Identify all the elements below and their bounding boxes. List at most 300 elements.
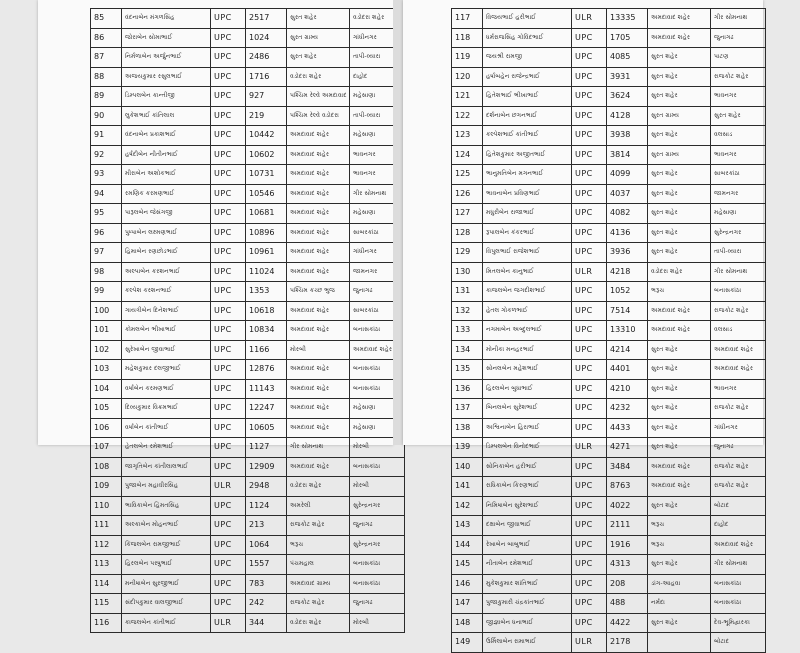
employee-id: 1124 — [246, 496, 287, 516]
left-page — [38, 0, 393, 627]
roster-table-right — [451, 8, 766, 653]
home-district: અમદાવાદ શહેર — [711, 360, 766, 380]
home-district: વલસાડ — [711, 321, 766, 341]
row-number: 114 — [91, 574, 122, 594]
employee-name: નીતાબેન રમેશભાઈ — [483, 555, 572, 575]
category-code: ULR — [572, 262, 607, 282]
row-number: 130 — [452, 262, 483, 282]
employee-id: 2486 — [246, 48, 287, 68]
current-posting: સુરત ગ્રામ્ય — [648, 145, 711, 165]
employee-name: વિપુલભાઈ રાજેશભાઈ — [483, 243, 572, 263]
current-posting: સુરત શહેર — [648, 496, 711, 516]
home-district: રાજકોટ શહેર — [711, 477, 766, 497]
current-posting: વડોદરા શહેર — [648, 262, 711, 282]
employee-id: 344 — [246, 613, 287, 633]
employee-id: 2517 — [246, 9, 287, 29]
row-number: 146 — [452, 574, 483, 594]
category-code: UPC — [211, 184, 246, 204]
current-posting: સુરત શહેર — [648, 243, 711, 263]
home-district: બનાસકાંઠા — [350, 379, 405, 399]
table-row — [452, 126, 766, 146]
category-code: UPC — [572, 204, 607, 224]
employee-id: 3931 — [607, 67, 648, 87]
table-row — [452, 633, 766, 653]
category-code: UPC — [572, 126, 607, 146]
table-row — [91, 184, 405, 204]
home-district: બનાસકાંઠા — [350, 457, 405, 477]
category-code: UPC — [211, 535, 246, 555]
row-number: 104 — [91, 379, 122, 399]
current-posting: અમદાવાદ શહેર — [287, 145, 350, 165]
employee-name: વર્ષાબેન કાંતીભાઈ — [122, 418, 211, 438]
current-posting: ભરૂચ — [648, 535, 711, 555]
category-code: UPC — [572, 243, 607, 263]
employee-name: ભાનુમતિબેન મગનભાઈ — [483, 165, 572, 185]
employee-id: 4037 — [607, 184, 648, 204]
row-number: 111 — [91, 516, 122, 536]
category-code: UPC — [211, 106, 246, 126]
category-code: UPC — [211, 438, 246, 458]
employee-id: 3484 — [607, 457, 648, 477]
current-posting: સુરત શહેર — [648, 204, 711, 224]
employee-id: 1716 — [246, 67, 287, 87]
category-code: ULR — [211, 477, 246, 497]
row-number: 120 — [452, 67, 483, 87]
row-number: 115 — [91, 594, 122, 614]
employee-id: 10834 — [246, 321, 287, 341]
current-posting: રાજકોટ શહેર — [287, 516, 350, 536]
home-district: રાજકોટ શહેર — [711, 457, 766, 477]
home-district: અમદાવાદ શહેર — [711, 340, 766, 360]
employee-name: બિનલબેન સુરેશભાઈ — [483, 399, 572, 419]
home-district: તાપી-વ્યારા — [350, 48, 405, 68]
employee-name: ગાયત્રીબેન દિનેશભાઈ — [122, 301, 211, 321]
employee-name: હેતલ ગોકળભાઈ — [483, 301, 572, 321]
roster-table-left — [90, 8, 405, 633]
home-district: જુનાગઢ — [350, 516, 405, 536]
row-number: 93 — [91, 165, 122, 185]
table-row — [91, 418, 405, 438]
table-row — [452, 28, 766, 48]
table-row — [91, 516, 405, 536]
employee-id: 4210 — [607, 379, 648, 399]
category-code: UPC — [211, 262, 246, 282]
row-number: 96 — [91, 223, 122, 243]
row-number: 135 — [452, 360, 483, 380]
category-code: UPC — [572, 340, 607, 360]
row-number: 94 — [91, 184, 122, 204]
employee-id: 783 — [246, 574, 287, 594]
employee-id: 4128 — [607, 106, 648, 126]
employee-name: હેતલબેન રમેશભાઈ — [122, 438, 211, 458]
employee-name: હર્ષાબહેન રાજેન્દ્રભાઈ — [483, 67, 572, 87]
current-posting: સુરત શહેર — [648, 165, 711, 185]
category-code: UPC — [211, 145, 246, 165]
current-posting: સુરત શહેર — [648, 360, 711, 380]
employee-id: 242 — [246, 594, 287, 614]
table-row — [91, 9, 405, 29]
category-code: UPC — [572, 516, 607, 536]
employee-name: કલ્પેશ કરશનભાઈ — [122, 282, 211, 302]
current-posting: સુરત શહેર — [287, 48, 350, 68]
table-row — [452, 535, 766, 555]
category-code: UPC — [572, 535, 607, 555]
employee-name: સુરેખાબેન જીવાભાઈ — [122, 340, 211, 360]
table-row — [452, 204, 766, 224]
employee-id: 1127 — [246, 438, 287, 458]
home-district: દેવ-ભૂમિદ્વારકા — [711, 613, 766, 633]
home-district: રાજકોટ શહેર — [711, 67, 766, 87]
category-code: UPC — [211, 223, 246, 243]
row-number: 89 — [91, 87, 122, 107]
category-code: UPC — [211, 48, 246, 68]
row-number: 122 — [452, 106, 483, 126]
home-district: મહેસાણા — [350, 204, 405, 224]
employee-name: ઉર્મિલાબેન રામાભાઈ — [483, 633, 572, 653]
employee-id: 4214 — [607, 340, 648, 360]
current-posting: ડાંગ-આહવા — [648, 574, 711, 594]
employee-id: 1916 — [607, 535, 648, 555]
row-number: 126 — [452, 184, 483, 204]
home-district: ગાંધીનગર — [350, 243, 405, 263]
employee-name: વર્ષાબેન કરમણભાઈ — [122, 379, 211, 399]
row-number: 105 — [91, 399, 122, 419]
row-number: 141 — [452, 477, 483, 497]
category-code: UPC — [211, 9, 246, 29]
category-code: UPC — [572, 165, 607, 185]
row-number: 86 — [91, 28, 122, 48]
table-row — [452, 223, 766, 243]
employee-name: અલ્પાબેન કરશનભાઈ — [122, 262, 211, 282]
employee-name: હિમાબેન રણછોડભાઈ — [122, 243, 211, 263]
category-code: ULR — [572, 438, 607, 458]
category-code: ULR — [572, 633, 607, 653]
employee-name: જયશ્રી રામજી — [483, 48, 572, 68]
current-posting: પશ્ચિમ રેલ્વે અમદાવાદ — [287, 87, 350, 107]
table-row — [452, 379, 766, 399]
category-code: UPC — [211, 516, 246, 536]
row-number: 144 — [452, 535, 483, 555]
home-district: બનાસકાંઠા — [711, 594, 766, 614]
employee-id: 1705 — [607, 28, 648, 48]
row-number: 108 — [91, 457, 122, 477]
table-row — [452, 399, 766, 419]
employee-id: 12247 — [246, 399, 287, 419]
home-district: જુનાગઢ — [350, 594, 405, 614]
employee-name: લુકેશભાઈ કાંતિલાલ — [122, 106, 211, 126]
category-code: UPC — [572, 574, 607, 594]
row-number: 139 — [452, 438, 483, 458]
home-district: બનાસકાંઠા — [350, 360, 405, 380]
table-row — [452, 243, 766, 263]
page-gutter — [393, 0, 403, 445]
table-row — [452, 48, 766, 68]
table-row — [452, 67, 766, 87]
employee-id: 4313 — [607, 555, 648, 575]
current-posting: સુરત શહેર — [648, 555, 711, 575]
category-code: UPC — [211, 360, 246, 380]
table-row — [91, 340, 405, 360]
employee-name: કલ્પેશભાઈ કાંતીભાઈ — [483, 126, 572, 146]
category-code: UPC — [572, 87, 607, 107]
row-number: 128 — [452, 223, 483, 243]
row-number: 136 — [452, 379, 483, 399]
row-number: 142 — [452, 496, 483, 516]
row-number: 97 — [91, 243, 122, 263]
employee-name: ડિમ્પલબેન કાન્તીજી — [122, 87, 211, 107]
home-district: સુરત શહેર — [711, 106, 766, 126]
home-district: રાજકોટ શહેર — [711, 399, 766, 419]
employee-id: 4271 — [607, 438, 648, 458]
row-number: 145 — [452, 555, 483, 575]
home-district: બનાસકાંઠા — [350, 555, 405, 575]
current-posting: અમદાવાદ શહેર — [287, 223, 350, 243]
home-district: ગીર સોમનાથ — [350, 184, 405, 204]
home-district: અમદાવાદ શહેર — [350, 340, 405, 360]
home-district: મહેસાણા — [350, 399, 405, 419]
current-posting: ભરૂચ — [648, 516, 711, 536]
home-district: ભાવનગર — [711, 145, 766, 165]
home-district: મોરબી — [350, 477, 405, 497]
category-code: UPC — [572, 184, 607, 204]
row-number: 137 — [452, 399, 483, 419]
current-posting: અમદાવાદ શહેર — [648, 321, 711, 341]
table-row — [452, 418, 766, 438]
employee-name: સોનલબેન મહેશભાઈ — [483, 360, 572, 380]
category-code: UPC — [572, 67, 607, 87]
table-row — [91, 223, 405, 243]
category-code: UPC — [572, 48, 607, 68]
category-code: UPC — [572, 106, 607, 126]
employee-name: અજયકુમાર રસુલભાઈ — [122, 67, 211, 87]
current-posting: અમરેલી — [287, 496, 350, 516]
category-code: UPC — [572, 613, 607, 633]
row-number: 143 — [452, 516, 483, 536]
current-posting: સુરત શહેર — [648, 379, 711, 399]
row-number: 109 — [91, 477, 122, 497]
table-row — [91, 67, 405, 87]
current-posting: પશ્ચિમ રેલ્વે વડોદરા — [287, 106, 350, 126]
current-posting: સુરત શહેર — [648, 48, 711, 68]
employee-name: મહેશકુમાર દલજીભાઈ — [122, 360, 211, 380]
employee-name: અલ્કાબેન મોહનભાઈ — [122, 516, 211, 536]
employee-name: હિતેશભાઈ ભીખાભાઈ — [483, 87, 572, 107]
employee-name: રાધિકાબેન કિરણભાઈ — [483, 477, 572, 497]
category-code: ULR — [211, 613, 246, 633]
employee-id: 11143 — [246, 379, 287, 399]
row-number: 88 — [91, 67, 122, 87]
row-number: 113 — [91, 555, 122, 575]
current-posting: સુરત શહેર — [287, 9, 350, 29]
home-district: જુનાગઢ — [350, 282, 405, 302]
current-posting: અમદાવાદ ગ્રામ્ય — [287, 574, 350, 594]
employee-name: મીરાબેન અશોકભાઈ — [122, 165, 211, 185]
table-row — [91, 535, 405, 555]
current-posting: સુરત શહેર — [648, 418, 711, 438]
current-posting: અમદાવાદ શહેર — [648, 28, 711, 48]
home-district: ભાવનગર — [711, 87, 766, 107]
row-number: 147 — [452, 594, 483, 614]
current-posting: અમદાવાદ શહેર — [648, 477, 711, 497]
table-row — [452, 477, 766, 497]
employee-name: સંદીપકુમાર વાલજીભાઈ — [122, 594, 211, 614]
current-posting: સુરત શહેર — [648, 438, 711, 458]
category-code: UPC — [211, 321, 246, 341]
employee-name: જીજ્ઞાબેન ધનાભાઈ — [483, 613, 572, 633]
employee-id: 4099 — [607, 165, 648, 185]
row-number: 106 — [91, 418, 122, 438]
current-posting: સુરત ગ્રામ્ય — [287, 28, 350, 48]
home-district: તાપી-વ્યારા — [350, 106, 405, 126]
table-row — [91, 282, 405, 302]
employee-id: 2111 — [607, 516, 648, 536]
table-row — [452, 282, 766, 302]
table-row — [91, 379, 405, 399]
current-posting: વડોદરા શહેર — [287, 67, 350, 87]
employee-id: 1166 — [246, 340, 287, 360]
employee-id: 8763 — [607, 477, 648, 497]
category-code: UPC — [572, 379, 607, 399]
home-district: સુરેન્દ્રનગર — [350, 496, 405, 516]
roster-table-left-body — [91, 9, 405, 633]
table-row — [91, 613, 405, 633]
row-number: 87 — [91, 48, 122, 68]
current-posting: ભરૂચ — [648, 282, 711, 302]
table-row — [91, 126, 405, 146]
category-code: UPC — [211, 282, 246, 302]
employee-name: રૂપાલબેન કંકરભાઈ — [483, 223, 572, 243]
employee-name: હિરલબેન બુધાભાઈ — [483, 379, 572, 399]
current-posting: સુરત ગ્રામ્ય — [648, 106, 711, 126]
row-number: 116 — [91, 613, 122, 633]
employee-name: વિજયભાઈ હરીભાઈ — [483, 9, 572, 29]
row-number: 129 — [452, 243, 483, 263]
home-district: સાબરકાંઠા — [350, 301, 405, 321]
employee-id: 11024 — [246, 262, 287, 282]
row-number: 107 — [91, 438, 122, 458]
current-posting: રાજકોટ શહેર — [287, 594, 350, 614]
home-district: મહેસાણા — [350, 126, 405, 146]
employee-name: નિમિષાબેન સુરેશભાઈ — [483, 496, 572, 516]
current-posting: અમદાવાદ શહેર — [287, 301, 350, 321]
table-row — [91, 106, 405, 126]
employee-name: કિંજલબેન રામજીભાઈ — [122, 535, 211, 555]
category-code: UPC — [211, 67, 246, 87]
category-code: UPC — [572, 282, 607, 302]
employee-id: 2948 — [246, 477, 287, 497]
category-code: UPC — [211, 496, 246, 516]
category-code: UPC — [572, 594, 607, 614]
row-number: 99 — [91, 282, 122, 302]
row-number: 110 — [91, 496, 122, 516]
employee-name: સોનિકાબેન હરીભાઈ — [483, 457, 572, 477]
employee-name: મુકેશકુમાર શાંતિભાઈ — [483, 574, 572, 594]
current-posting: વડોદરા શહેર — [287, 477, 350, 497]
employee-name: પારૂલબેન જેસંગજી — [122, 204, 211, 224]
current-posting: અમદાવાદ શહેર — [648, 457, 711, 477]
home-district: બનાસકાંઠા — [350, 321, 405, 341]
table-row — [91, 477, 405, 497]
employee-id: 4401 — [607, 360, 648, 380]
employee-name: મિતલબેન કાનુભાઈ — [483, 262, 572, 282]
home-district: મહેસાણા — [350, 87, 405, 107]
row-number: 138 — [452, 418, 483, 438]
employee-id: 927 — [246, 87, 287, 107]
row-number: 95 — [91, 204, 122, 224]
table-row — [91, 87, 405, 107]
current-posting: અમદાવાદ શહેર — [287, 399, 350, 419]
home-district: ભાવનગર — [711, 379, 766, 399]
table-row — [452, 516, 766, 536]
table-row — [91, 399, 405, 419]
category-code: UPC — [211, 28, 246, 48]
employee-name: ડિમ્પલબેન વિનોદભાઈ — [483, 438, 572, 458]
home-district: જુનાગઢ — [711, 28, 766, 48]
home-district: ગાંધીનગર — [711, 418, 766, 438]
category-code: UPC — [572, 321, 607, 341]
employee-name: નિર્મળાબેન અર્જુનભાઈ — [122, 48, 211, 68]
home-district: ગીર સોમનાથ — [711, 262, 766, 282]
home-district: વડોદરા શહેર — [350, 9, 405, 29]
table-row — [452, 262, 766, 282]
row-number: 90 — [91, 106, 122, 126]
table-row — [91, 496, 405, 516]
employee-name: પુજાબેન મહાવીરસિંહ — [122, 477, 211, 497]
category-code: UPC — [572, 28, 607, 48]
employee-name: દિવ્યકુમાર વિક્રમભાઈ — [122, 399, 211, 419]
row-number: 103 — [91, 360, 122, 380]
employee-name: પુષ્પાબેન લક્ષ્મણભાઈ — [122, 223, 211, 243]
table-row — [452, 360, 766, 380]
category-code: UPC — [211, 243, 246, 263]
home-district: ભાવનગર — [350, 145, 405, 165]
employee-id: 3814 — [607, 145, 648, 165]
table-row — [452, 340, 766, 360]
category-code: UPC — [572, 555, 607, 575]
employee-name: રમણિક કરમણભાઈ — [122, 184, 211, 204]
current-posting: નર્મદા — [648, 594, 711, 614]
home-district: બનાસકાંઠા — [711, 574, 766, 594]
employee-id: 7514 — [607, 301, 648, 321]
table-row — [452, 165, 766, 185]
current-posting: સુરત શહેર — [648, 340, 711, 360]
employee-id: 4136 — [607, 223, 648, 243]
table-row — [452, 184, 766, 204]
employee-id: 1064 — [246, 535, 287, 555]
table-row — [452, 496, 766, 516]
employee-name: જોરાબેન સોમાભાઈ — [122, 28, 211, 48]
table-row — [452, 301, 766, 321]
category-code: UPC — [211, 594, 246, 614]
table-row — [91, 28, 405, 48]
current-posting: અમદાવાદ શહેર — [287, 184, 350, 204]
employee-name: મોનીકા મનહરભાઈ — [483, 340, 572, 360]
employee-id: 1052 — [607, 282, 648, 302]
current-posting: સુરત શહેર — [648, 399, 711, 419]
category-code: ULR — [572, 9, 607, 29]
table-row — [91, 301, 405, 321]
table-row — [91, 594, 405, 614]
current-posting: વડોદરા શહેર — [287, 613, 350, 633]
category-code: UPC — [572, 496, 607, 516]
current-posting: અમદાવાદ શહેર — [287, 243, 350, 263]
category-code: UPC — [572, 477, 607, 497]
employee-id: 488 — [607, 594, 648, 614]
right-page — [403, 0, 763, 647]
current-posting: અમદાવાદ શહેર — [287, 204, 350, 224]
category-code: UPC — [211, 340, 246, 360]
current-posting: અમદાવાદ શહેર — [648, 301, 711, 321]
